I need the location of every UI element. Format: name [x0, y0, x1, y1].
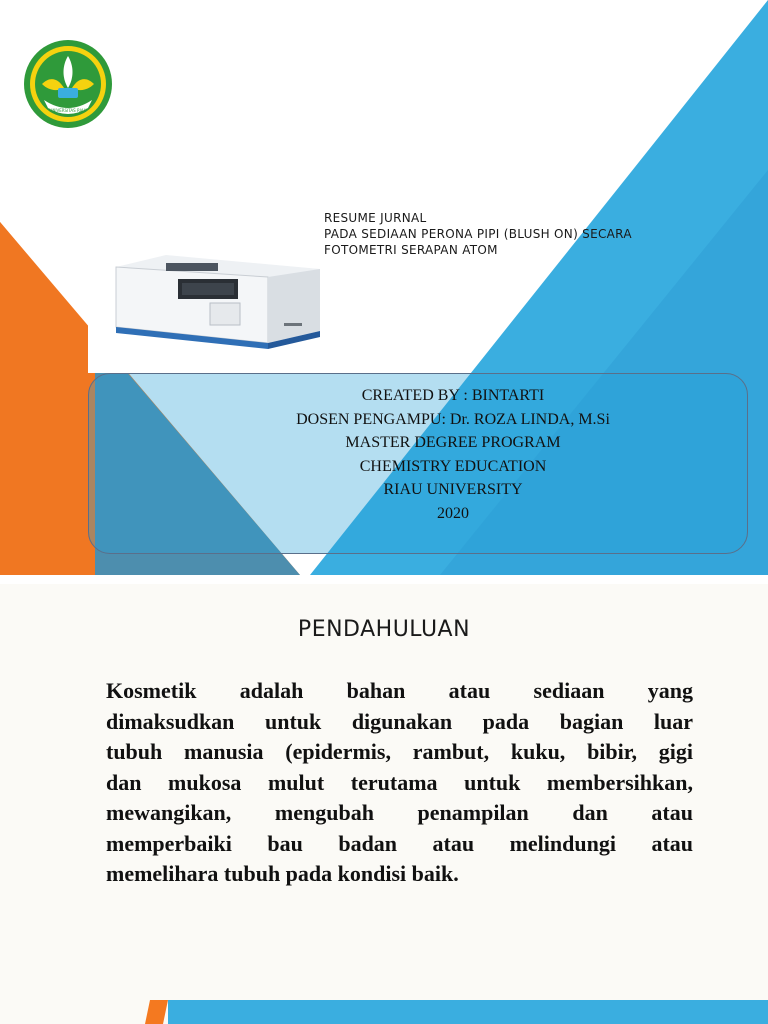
credits-text: [88, 384, 768, 525]
title-line-1: RESUME JURNAL: [324, 211, 427, 225]
credit-university: RIAU UNIVERSITY: [383, 481, 523, 498]
title-line-3: FOTOMETRI SERAPAN ATOM: [324, 243, 498, 257]
orange-triangle-edge: [0, 222, 95, 575]
spectrometer-image: [88, 205, 326, 373]
svg-text:UNIVERSITAS RIAU: UNIVERSITAS RIAU: [49, 108, 87, 113]
paragraph-line: tubuh manusia (epidermis, rambut, kuku, bibir, gigi: [106, 739, 693, 764]
paragraph-line: mewangikan, mengubah penampilan dan atau: [106, 800, 693, 825]
university-logo: [22, 38, 114, 130]
introduction-paragraph: [106, 676, 693, 890]
credit-year: 2020: [437, 504, 469, 522]
section-heading: PENDAHULUAN: [297, 617, 471, 642]
paragraph-line: memelihara tubuh pada kondisi baik.: [106, 861, 459, 886]
paragraph-line: dimaksudkan untuk digunakan pada bagian luar: [106, 708, 693, 734]
credit-program: MASTER DEGREE PROGRAM: [345, 434, 561, 451]
presentation-title: [324, 210, 632, 258]
paragraph-line: dan mukosa mulut terutama untuk membersihkan,: [106, 769, 693, 795]
paragraph-line: Kosmetik adalah bahan atau sediaan yang: [106, 678, 693, 703]
credit-created-by: CREATED BY : BINTARTI: [361, 387, 545, 404]
credit-lecturer: DOSEN PENGAMPU: Dr. ROZA LINDA, M.Si: [296, 410, 610, 428]
credit-department: CHEMISTRY EDUCATION: [359, 457, 547, 475]
title-line-2: PADA SEDIAAN PERONA PIPI (BLUSH ON) SECARA: [324, 227, 632, 241]
introduction-slide: [0, 584, 768, 1024]
paragraph-line: memperbaiki bau badan atau melindungi atau: [106, 830, 693, 856]
